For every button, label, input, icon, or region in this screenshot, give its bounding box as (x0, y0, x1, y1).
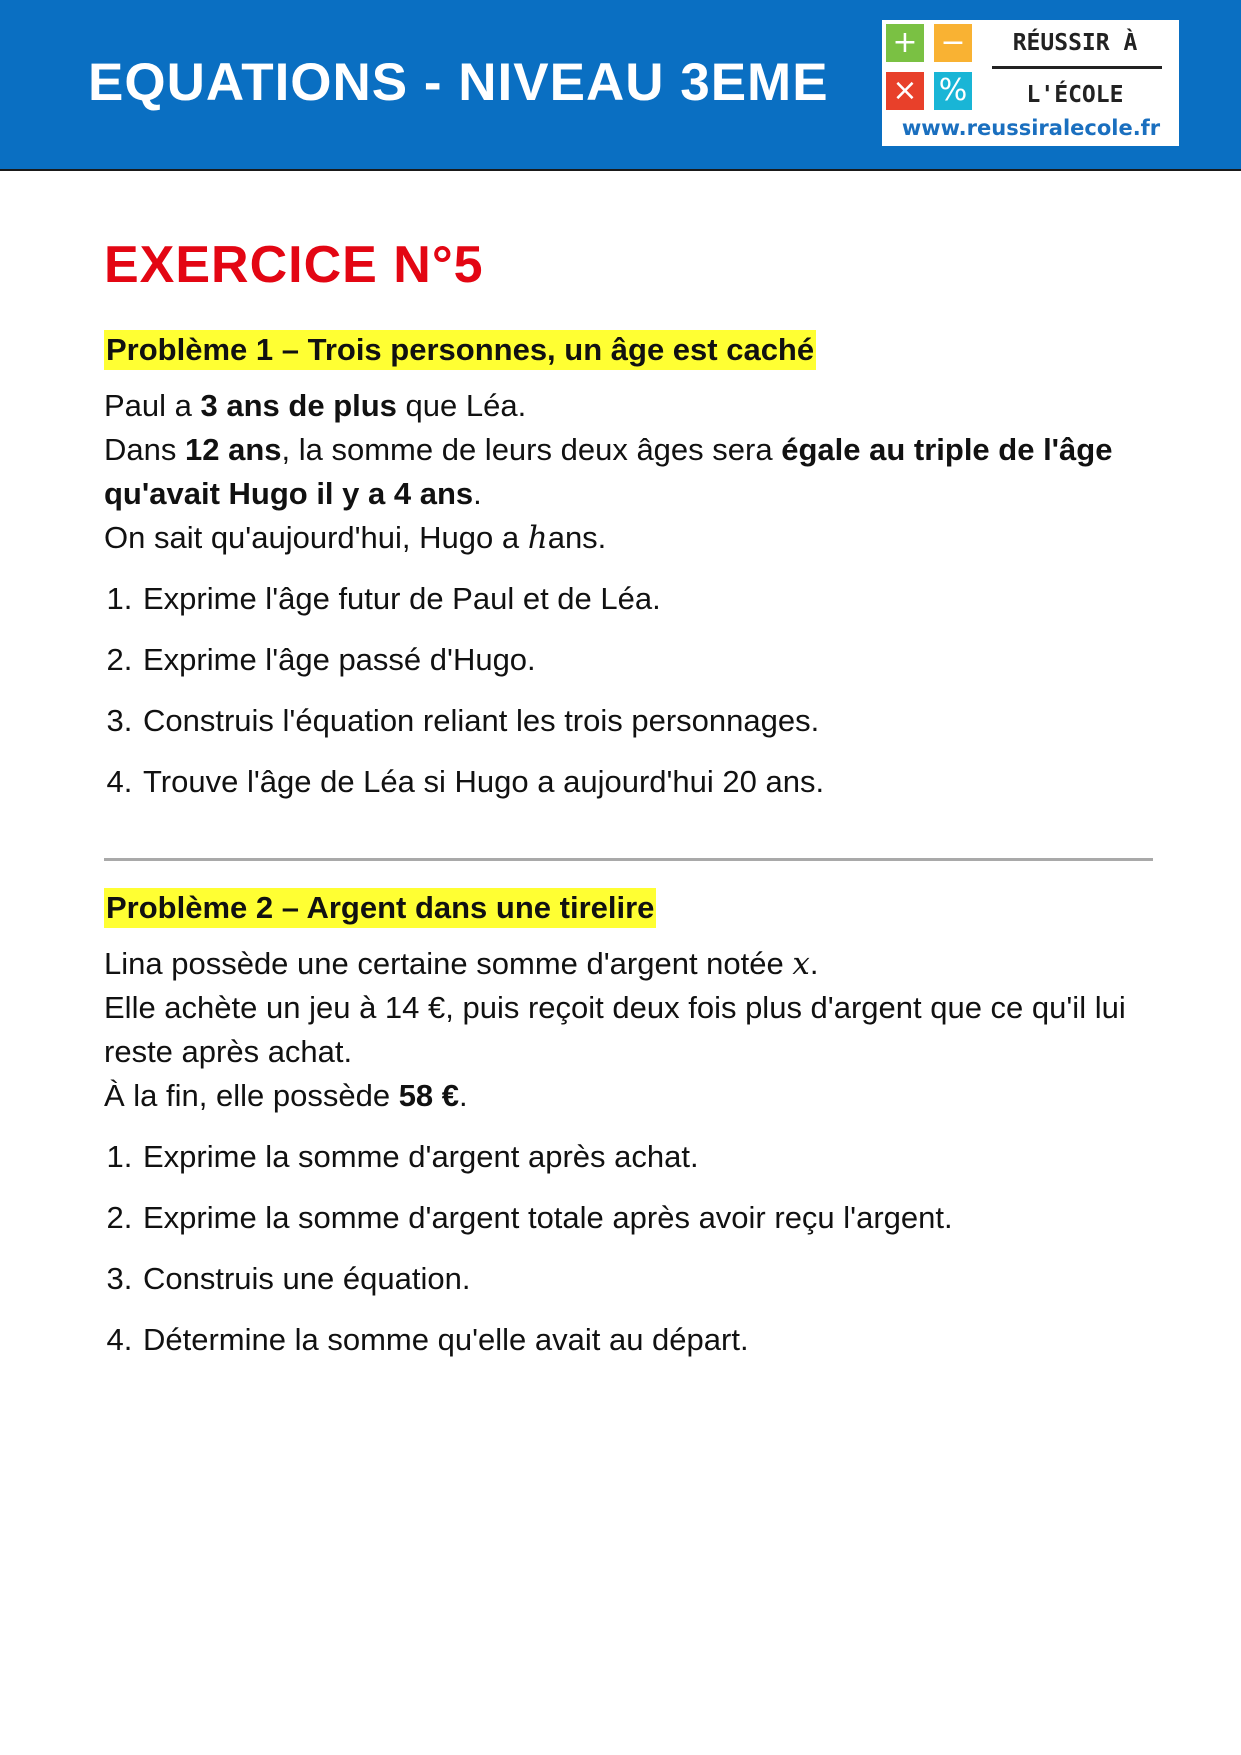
math-variable: h (527, 520, 548, 556)
question-item: 2. Exprime la somme d'argent totale après avoir reçu l'argent. (141, 1187, 1154, 1248)
percent-icon: % (934, 72, 972, 110)
question-item: 4. Trouve l'âge de Léa si Hugo a aujourd'hui 20 ans. (141, 751, 1154, 812)
statement-line (104, 942, 1154, 986)
text: que Léa. (396, 388, 527, 423)
problem-2-title: Problème 2 – Argent dans une tirelire (104, 888, 656, 928)
question-item: 1. Exprime l'âge futur de Paul et de Léa. (141, 568, 1154, 629)
problem-2-questions (104, 1126, 1154, 1370)
text: ans. (547, 520, 607, 555)
page-header-title: EQUATIONS - NIVEAU 3EME (88, 53, 829, 112)
question-item: 3. Construis l'équation reliant les trois personnages. (141, 690, 1154, 751)
section-divider (104, 858, 1153, 861)
plus-icon: + (886, 24, 924, 62)
statement-line: Elle achète un jeu à 14 €, puis reçoit deux fois plus d'argent que ce qu'il lui reste après achat. (104, 990, 1126, 1069)
problem-1-statement (104, 384, 1154, 560)
problem-2 (104, 888, 1154, 1370)
text: Paul a (104, 388, 201, 423)
problem-2-statement (104, 942, 1154, 1118)
problem-1-title: Problème 1 – Trois personnes, un âge est caché (104, 330, 816, 370)
logo-divider (992, 66, 1162, 69)
logo-url: www.reussiralecole.fr (901, 116, 1161, 140)
bold-text: égale au triple de l'âge qu'avait Hugo il y a 4 ans (104, 432, 1113, 511)
statement-line (104, 516, 1154, 560)
site-logo (882, 20, 1179, 146)
question-item: 4. Détermine la somme qu'elle avait au départ. (141, 1309, 1154, 1370)
header-banner (0, 0, 1241, 171)
logo-text-line2: L'ÉCOLE (1026, 82, 1124, 108)
exercise-title: EXERCICE N°5 (104, 236, 484, 294)
bold-text: 12 ans (184, 432, 282, 467)
text: Lina possède une certaine somme d'argent notée (104, 946, 793, 981)
statement-line (104, 384, 1154, 428)
statement-line (104, 428, 1154, 516)
problem-1 (104, 330, 1154, 812)
question-item: 3. Construis une équation. (141, 1248, 1154, 1309)
question-item: 1. Exprime la somme d'argent après achat. (141, 1126, 1154, 1187)
bold-text: 3 ans de plus (200, 388, 397, 423)
bold-text: 58 € (398, 1078, 460, 1113)
text: . (473, 476, 482, 511)
statement-line (104, 1074, 1154, 1118)
math-variable: x (792, 946, 810, 982)
text: À la fin, elle possède (104, 1078, 399, 1113)
text: Dans (104, 432, 185, 467)
text: On sait qu'aujourd'hui, Hugo a (104, 520, 528, 555)
minus-icon: − (934, 24, 972, 62)
times-icon: × (886, 72, 924, 110)
problem-1-questions (104, 568, 1154, 812)
text: . (459, 1078, 468, 1113)
logo-text-line1: RÉUSSIR À (1012, 30, 1138, 56)
question-item: 2. Exprime l'âge passé d'Hugo. (141, 629, 1154, 690)
text: , la somme de leurs deux âges sera (281, 432, 782, 467)
text: . (809, 946, 819, 981)
